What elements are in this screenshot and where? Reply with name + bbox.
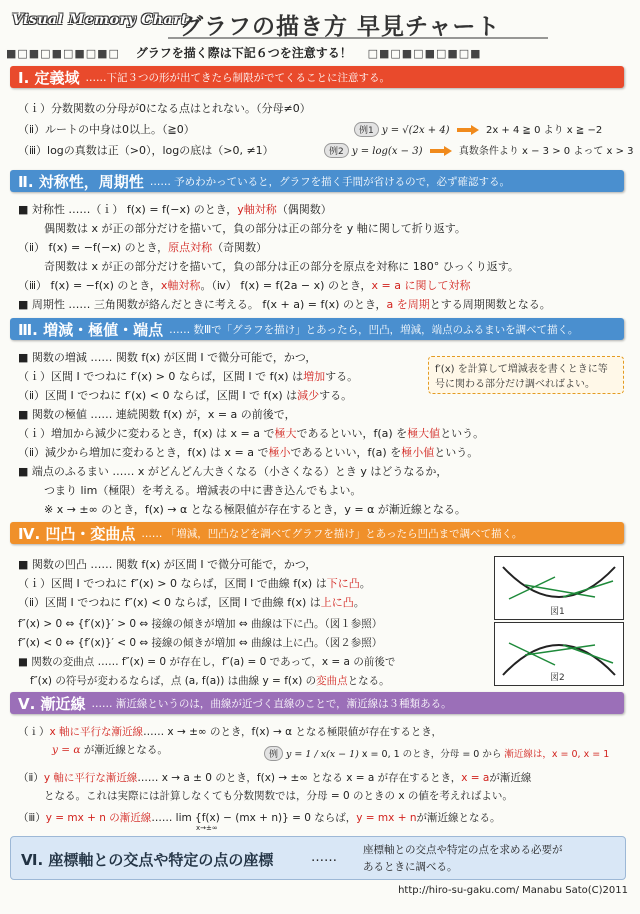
decreasing: 減少	[297, 389, 320, 402]
s3-l2c: する。	[325, 370, 359, 383]
s5-l5c: …… lim {f(x) − (mx + n)} = 0 ならば，	[151, 812, 357, 824]
notice-marks-left: ■□■□■□■□■□	[6, 47, 120, 60]
s2-line-2: 偶関数は x が正の部分だけを描いて，負の部分は正の部分を y 軸に関して折り返す。	[44, 222, 466, 235]
notice-marks-right: □■□■□■□■□■	[367, 47, 482, 60]
section-6-title: Ⅵ. 座標軸との交点や特定の点の座標	[21, 851, 274, 869]
s4-l3a: （ⅱ）区間 I でつねに f″(x) < 0 ならば，区間 I で曲線 f(x) は	[18, 596, 321, 609]
s4-line-2	[18, 575, 371, 591]
section-2-desc: …… 予めわかっていると，グラフを描く手間が省けるので，必ず確認する。	[149, 175, 510, 188]
example-1-tag: 例1	[354, 122, 379, 137]
s5-l5e: が漸近線となる。	[416, 812, 501, 824]
s4-l7c: となる。	[347, 675, 390, 687]
s3-l5a: （ｉ）増加から減少に変わるとき，f(x) は x = a で	[18, 427, 275, 440]
s1-line-1: （ｉ）分数関数の分母が0になる点はとれない。（分母≠0）	[18, 102, 311, 115]
s3-line-4: ■ 関数の極値 …… 連続関数 f(x) が，x = a の前後で，	[18, 408, 296, 421]
footer-credit: http://hiro-su-gaku.com/ Manabu Sato(C)2011	[398, 885, 628, 896]
s5-example-mid: x = 0, 1 のとき，分母 = 0 から	[361, 749, 502, 760]
s2-l3a: （ⅱ） f(x) = −f(−x) のとき，	[18, 241, 169, 254]
s5-l3e: が漸近線	[489, 772, 532, 784]
s5-example-red: 漸近線は，x = 0, x = 1	[504, 749, 610, 760]
arrow-right-icon	[457, 125, 479, 135]
y-equals-mx-n: y = mx + n	[356, 812, 417, 824]
section-1-desc: ……下記３つの形が出てきたら制限がでてくることに注意する。	[85, 71, 391, 84]
horizontal-asymptote: x 軸に平行な漸近線	[49, 726, 144, 738]
s4-l2c: 。	[359, 577, 371, 590]
s5-line-1	[18, 724, 442, 739]
example-2-result: 真数条件より x − 3 > 0 よって x > 3	[458, 146, 634, 157]
s3-line-2	[18, 368, 358, 384]
section-1-title: Ⅰ. 定義域	[18, 68, 80, 87]
section-6-dots: ……	[311, 850, 337, 865]
lim-subscript: x→±∞	[196, 824, 218, 832]
s3-l5e: という。	[440, 427, 485, 440]
s5-l2b: が漸近線となる。	[83, 744, 168, 756]
s2-line-5	[18, 277, 470, 293]
s3-l6e: という。	[434, 446, 479, 459]
s3-line-7: ■ 端点のふるまい …… x がどんどん大きくなる（小さくなる）とき y はどうなるか，	[18, 465, 448, 478]
s4-line-5: f″(x) < 0 ⇔ {f′(x)}′ < 0 ⇔ 接線の傾きが増加 ⇔ 曲線は上に凸。（図２参照）	[18, 637, 383, 649]
section-6-desc-1: 座標軸との交点や特定の点を求める必要が	[363, 844, 563, 856]
s3-line-9: ※ x → ±∞ のとき，f(x) → α となる極限値が存在するとき，y = α が漸近線となる。	[44, 503, 466, 516]
line-symmetry: x = a に関して対称	[371, 279, 471, 292]
local-min: 極小	[268, 446, 291, 459]
s3-l3c: する。	[319, 389, 353, 402]
origin-symmetry: 原点対称	[168, 241, 213, 254]
figure-2-label: 図2	[550, 673, 565, 683]
s4-line-4: f″(x) > 0 ⇔ {f′(x)}′ > 0 ⇔ 接線の傾きが増加 ⇔ 曲線は下に凸。（図１参照）	[18, 618, 383, 630]
header	[8, 6, 632, 40]
title-underline	[168, 36, 548, 40]
inflection-point: 変曲点	[316, 675, 348, 687]
notice-bar	[6, 44, 634, 62]
s3-l6a: （ⅱ）減少から増加に変わるとき，f(x) は x = a で	[18, 446, 269, 459]
section-5-title: Ⅴ. 漸近線	[18, 694, 86, 713]
x-equals-a: x = a	[461, 772, 490, 784]
section-5-header	[10, 692, 624, 714]
s1-example-1	[354, 121, 602, 137]
local-max: 極大	[274, 427, 297, 440]
s1-line-2: （ⅱ）ルートの中身は0以上。（≧0）	[18, 123, 195, 136]
convex-up: 上に凸	[320, 596, 354, 609]
s5-example-math: y = 1 / x(x − 1)	[286, 749, 359, 760]
section-6-box	[10, 836, 626, 880]
s1-example-2	[324, 142, 634, 158]
s2-line-3	[18, 239, 267, 255]
s2-l6c: とする周期関数となる。	[429, 298, 551, 311]
s3-line-1: ■ 関数の増減 …… 関数 f(x) が区間 I で微分可能で，かつ，	[18, 351, 317, 364]
s2-l5a: （ⅲ） f(x) = −f(x) のとき，	[18, 279, 161, 292]
s3-line-3	[18, 387, 352, 403]
section-4-desc: …… 「増減，凹凸などを調べてグラフを描け」とあったら凹凸まで調べて描く。	[141, 527, 523, 540]
s5-example	[264, 746, 609, 761]
s5-example-tag: 例	[264, 746, 283, 761]
s2-l1c: （偶関数）	[276, 203, 332, 216]
section-5-desc: …… 漸近線というのは，曲線が近づく直線のことで，漸近線は３種類ある。	[91, 697, 452, 710]
vertical-asymptote: y 軸に平行な漸近線	[43, 772, 138, 784]
s5-l3c: …… x → a ± 0 のとき，f(x) → ±∞ となる x = a が存在するとき，	[137, 772, 462, 784]
s2-line-6	[18, 296, 551, 312]
logo: Visual Memory Chart	[12, 12, 188, 28]
local-min-value: 極小値	[401, 446, 435, 459]
s3-l2a: （ｉ）区間 I でつねに f′(x) > 0 ならば，区間 I で f(x) は	[18, 370, 304, 383]
section-2-header	[10, 170, 624, 192]
s3-l5c: であるといい，f(a) を	[296, 427, 408, 440]
s5-l1c: …… x → ±∞ のとき，f(x) → α となる極限値が存在するとき，	[143, 726, 442, 738]
s3-l6c: であるといい，f(a) を	[290, 446, 402, 459]
s5-line-5	[18, 810, 501, 825]
s5-l3a: （ⅱ）	[18, 772, 44, 784]
increasing: 増加	[303, 370, 326, 383]
s5-l1a: （ｉ）	[18, 726, 50, 738]
s4-line-6: ■ 関数の変曲点 …… f″(x) = 0 が存在し，f″(a) = 0 であって，x = a の前後で	[18, 656, 396, 668]
s4-line-7	[30, 673, 390, 688]
s2-l3c: （奇関数）	[212, 241, 268, 254]
section-4-header	[10, 522, 624, 544]
s4-l7a: f″(x) の符号が変わるならば，点 (a, f(a)) は曲線 y = f(x) の	[30, 675, 317, 687]
section-1-header	[10, 66, 624, 88]
s1-line-3: （ⅲ）logの真数は正（>0），logの底は（>0, ≠1）	[18, 144, 274, 157]
s5-line-4: となる。これは実際には計算しなくても分数関数では，分母 = 0 のときの x の値を考えればよい。	[44, 790, 513, 802]
s3-line-6	[18, 444, 478, 460]
callout-note: f′(x) を計算して増減表を書くときに等号に関わる部分だけ調べればよい。	[428, 356, 624, 394]
example-1-result: 2x + 4 ≧ 0 より x ≧ −2	[485, 125, 603, 136]
x-axis-symmetry: x軸対称	[160, 279, 201, 292]
page-title: グラフの描き方 早見チャート	[180, 14, 501, 40]
example-2-tag: 例2	[324, 143, 349, 158]
section-3-header	[10, 318, 624, 340]
s3-line-5	[18, 425, 484, 441]
s4-l3c: 。	[353, 596, 365, 609]
section-3-desc: …… 数Ⅲで「グラフを描け」とあったら，凹凸，増減，端点のふるまいを調べて描く。	[169, 323, 579, 336]
s2-l5c: 。（ⅳ） f(x) = f(2a − x) のとき，	[200, 279, 372, 292]
arrow-right-icon	[430, 146, 452, 156]
s3-l3a: （ⅱ）区間 I でつねに f′(x) < 0 ならば，区間 I で f(x) は	[18, 389, 298, 402]
convex-down: 下に凸	[326, 577, 360, 590]
s4-l2a: （ｉ）区間 I でつねに f″(x) > 0 ならば，区間 I で曲線 f(x) は	[18, 577, 327, 590]
oblique-asymptote: y = mx + n の漸近線	[45, 812, 152, 824]
y-equals-alpha: y = α	[52, 744, 81, 756]
notice-text: グラフを描く際は下記６つを注意する！	[135, 46, 352, 60]
s2-line-1	[18, 201, 332, 217]
s3-line-8: つまり lim（極限）を考える。増減表の中に書き込んでもよい。	[44, 484, 362, 497]
s5-line-3	[18, 770, 531, 785]
section-4-title: Ⅳ. 凹凸・変曲点	[18, 524, 136, 543]
s5-l5a: （ⅲ）	[18, 812, 46, 824]
local-max-value: 極大値	[407, 427, 441, 440]
section-2-title: Ⅱ. 対称性，周期性	[18, 172, 144, 191]
section-6-desc-2: あるときに調べる。	[363, 861, 458, 873]
s4-line-1: ■ 関数の凹凸 …… 関数 f(x) が区間 I で微分可能で，かつ，	[18, 558, 317, 571]
y-axis-symmetry: y軸対称	[237, 203, 277, 216]
s2-l1a: ■ 対称性 ……（ｉ） f(x) = f(−x) のとき，	[18, 203, 238, 216]
example-2-math: y = log(x − 3)	[351, 146, 423, 157]
example-1-math: y = √(2x + 4)	[381, 125, 450, 136]
s4-line-3	[18, 594, 365, 610]
s2-l6a: ■ 周期性 …… 三角関数が絡んだときに考える。 f(x + a) = f(x) のとき，	[18, 298, 387, 311]
s5-line-2	[52, 742, 168, 757]
s2-line-4: 奇関数は x が正の部分だけを描いて，負の部分は正の部分を原点を対称に 180° ひっくり返す。	[44, 260, 519, 273]
section-3-title: Ⅲ. 増減・極値・端点	[18, 320, 164, 339]
period: a を周期	[386, 298, 430, 311]
figure-1-label: 図1	[550, 607, 565, 617]
